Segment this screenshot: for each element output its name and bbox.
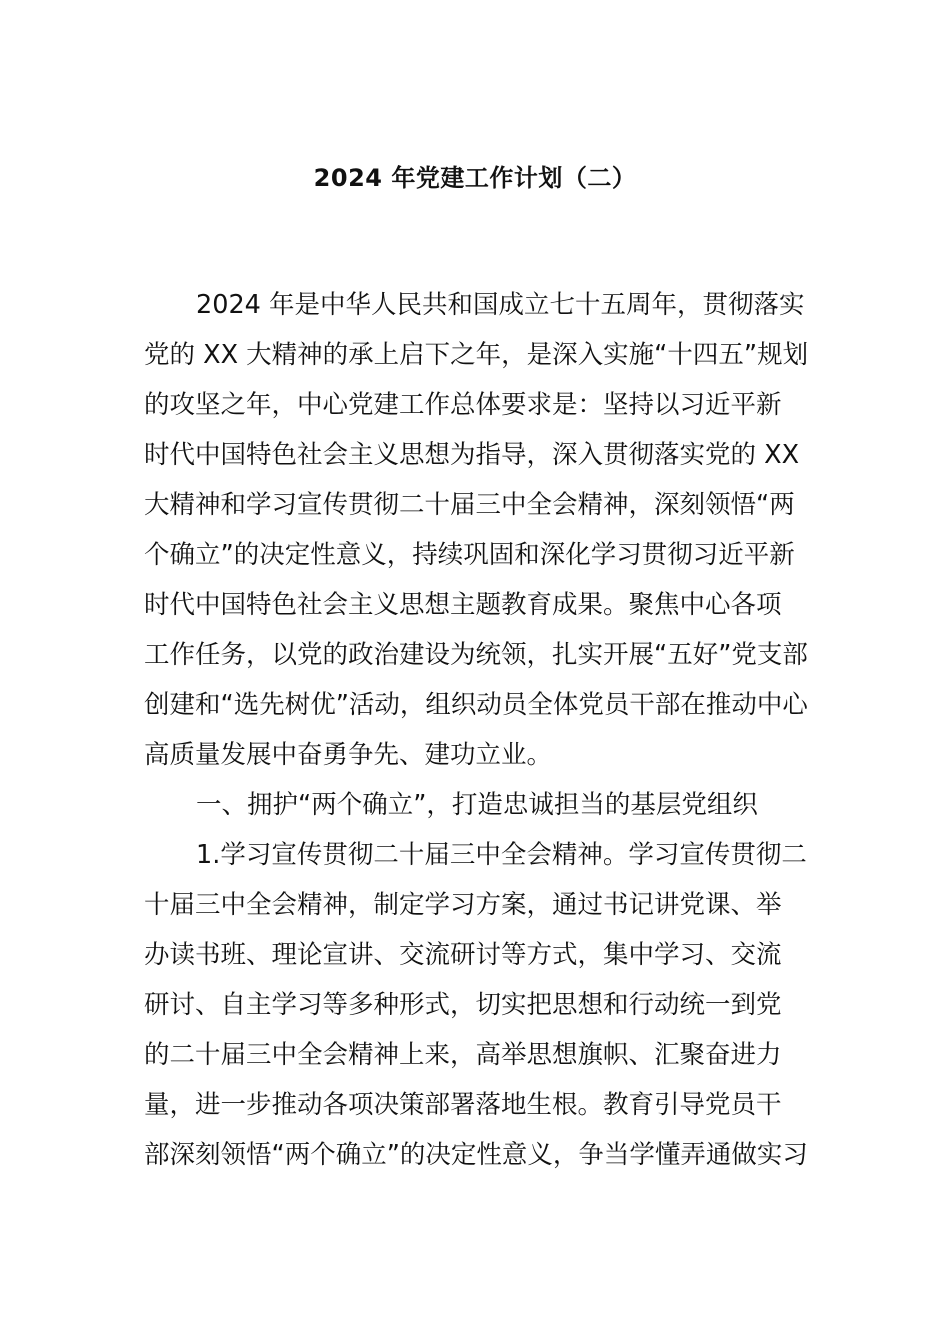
paragraph-line: 党的 XX 大精神的承上启下之年，是深入实施“十四五”规划 bbox=[144, 340, 809, 370]
paragraph-line: 个确立”的决定性意义，持续巩固和深化学习贯彻习近平新 bbox=[144, 540, 795, 570]
paragraph-line: 办读书班、理论宣讲、交流研讨等方式，集中学习、交流 bbox=[144, 940, 782, 970]
paragraph-line: 工作任务，以党的政治建设为统领，扎实开展“五好”党支部 bbox=[144, 640, 808, 670]
document-title: 2024 年党建工作计划（二） bbox=[313, 164, 637, 192]
paragraph-line: 的二十届三中全会精神上来，高举思想旗帜、汇聚奋进力 bbox=[144, 1040, 782, 1070]
paragraph-line: 高质量发展中奋勇争先、建功立业。 bbox=[144, 740, 553, 770]
paragraph-line: 时代中国特色社会主义思想主题教育成果。聚焦中心各项 bbox=[144, 590, 782, 620]
paragraph-line: 时代中国特色社会主义思想为指导，深入贯彻落实党的 XX bbox=[144, 440, 800, 470]
paragraph-line: 的攻坚之年，中心党建工作总体要求是：坚持以习近平新 bbox=[144, 390, 782, 420]
document-body bbox=[144, 280, 809, 1180]
paragraph-line: 研讨、自主学习等多种形式，切实把思想和行动统一到党 bbox=[144, 990, 782, 1020]
paragraph-line: 1.学习宣传贯彻二十届三中全会精神。学习宣传贯彻二 bbox=[196, 840, 807, 870]
paragraph-line: 创建和“选先树优”活动，组织动员全体党员干部在推动中心 bbox=[144, 690, 808, 720]
paragraph-line: 十届三中全会精神，制定学习方案，通过书记讲党课、举 bbox=[144, 890, 782, 920]
paragraph-line: 部深刻领悟“两个确立”的决定性意义，争当学懂弄通做实习 bbox=[144, 1140, 808, 1170]
paragraph-line: 大精神和学习宣传贯彻二十届三中全会精神，深刻领悟“两 bbox=[144, 490, 795, 520]
paragraph-line: 量，进一步推动各项决策部署落地生根。教育引导党员干 bbox=[144, 1090, 782, 1120]
paragraph-line: 2024 年是中华人民共和国成立七十五周年，贯彻落实 bbox=[196, 290, 805, 320]
section-heading: 一、拥护“两个确立”，打造忠诚担当的基层党组织 bbox=[196, 790, 758, 820]
